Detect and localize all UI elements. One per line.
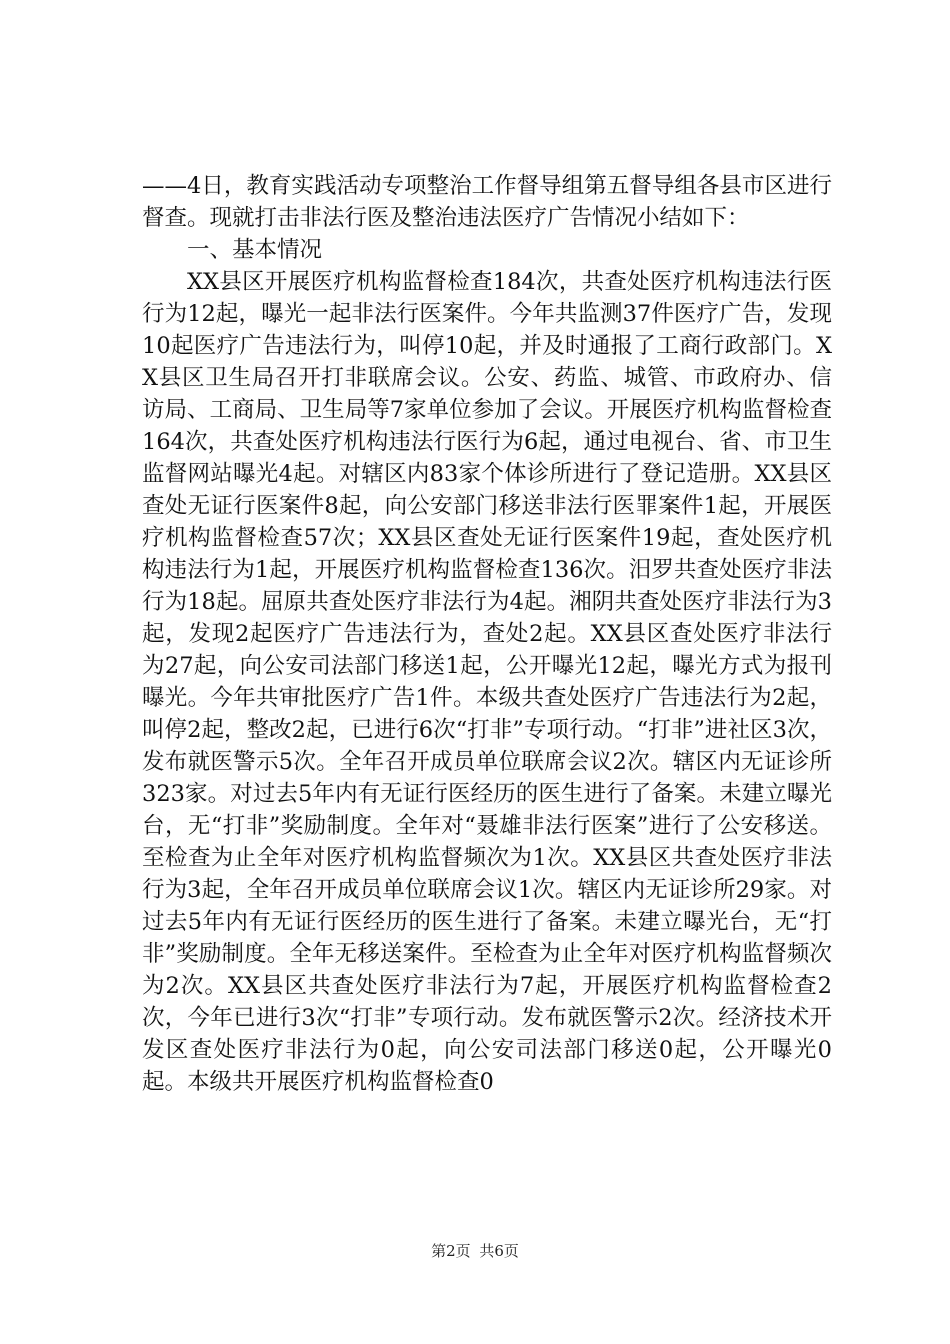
document-body	[142, 170, 832, 1098]
intro-paragraph: ——4日，教育实践活动专项整治工作督导组第五督导组各县市区进行督查。现就打击非法行医及整治违法医疗广告情况小结如下：	[142, 173, 832, 231]
page-number: 第2页	[431, 1242, 471, 1260]
section-heading: 一、基本情况	[187, 237, 323, 263]
page-footer	[0, 1240, 950, 1261]
page-total: 共6页	[479, 1242, 519, 1260]
body-paragraph: XX县区开展医疗机构监督检查184次，共查处医疗机构违法行医行为12起，曝光一起非法行医案件。今年共监测37件医疗广告，发现10起医疗广告违法行为，叫停10起，并及时通报了工商行政部门。XX县区卫生局召开打非联席会议。公安、药监、城管、市政府办、信访局、工商局、卫生局等7家单位参加了会议。开展医疗机构监督检查164次，共查处医疗机构违法行医行为6起，通过电视台、省、市卫生监督网站曝光4起。对辖区内83家个体诊所进行了登记造册。XX县区查处无证行医案件8起，向公安部门移送非法行医罪案件1起，开展医疗机构监督检查57次；XX县区查处无证行医案件19起，查处医疗机构违法行为1起，开展医疗机构监督检查136次。汨罗共查处医疗非法行为18起。屈原共查处医疗非法行为4起。湘阴共查处医疗非法行为3起，发现2起医疗广告违法行为，查处2起。XX县区查处医疗非法行为27起，向公安司法部门移送1起，公开曝光12起，曝光方式为报刊曝光。今年共审批医疗广告1件。本级共查处医疗广告违法行为2起，叫停2起，整改2起，已进行6次“打非”专项行动。“打非”进社区3次，发布就医警示5次。全年召开成员单位联席会议2次。辖区内无证诊所323家。对过去5年内有无证行医经历的医生进行了备案。未建立曝光台，无“打非”奖励制度。全年对“聂雄非法行医案”进行了公安移送。至检查为止全年对医疗机构监督频次为1次。XX县区共查处医疗非法行为3起，全年召开成员单位联席会议1次。辖区内无证诊所29家。对过去5年内有无证行医经历的医生进行了备案。未建立曝光台，无“打非”奖励制度。全年无移送案件。至检查为止全年对医疗机构监督频次为2次。XX县区共查处医疗非法行为7起，开展医疗机构监督检查2次，今年已进行3次“打非”专项行动。发布就医警示2次。经济技术开发区查处医疗非法行为0起，向公安司法部门移送0起，公开曝光0起。本级共开展医疗机构监督检查0	[142, 269, 832, 1095]
